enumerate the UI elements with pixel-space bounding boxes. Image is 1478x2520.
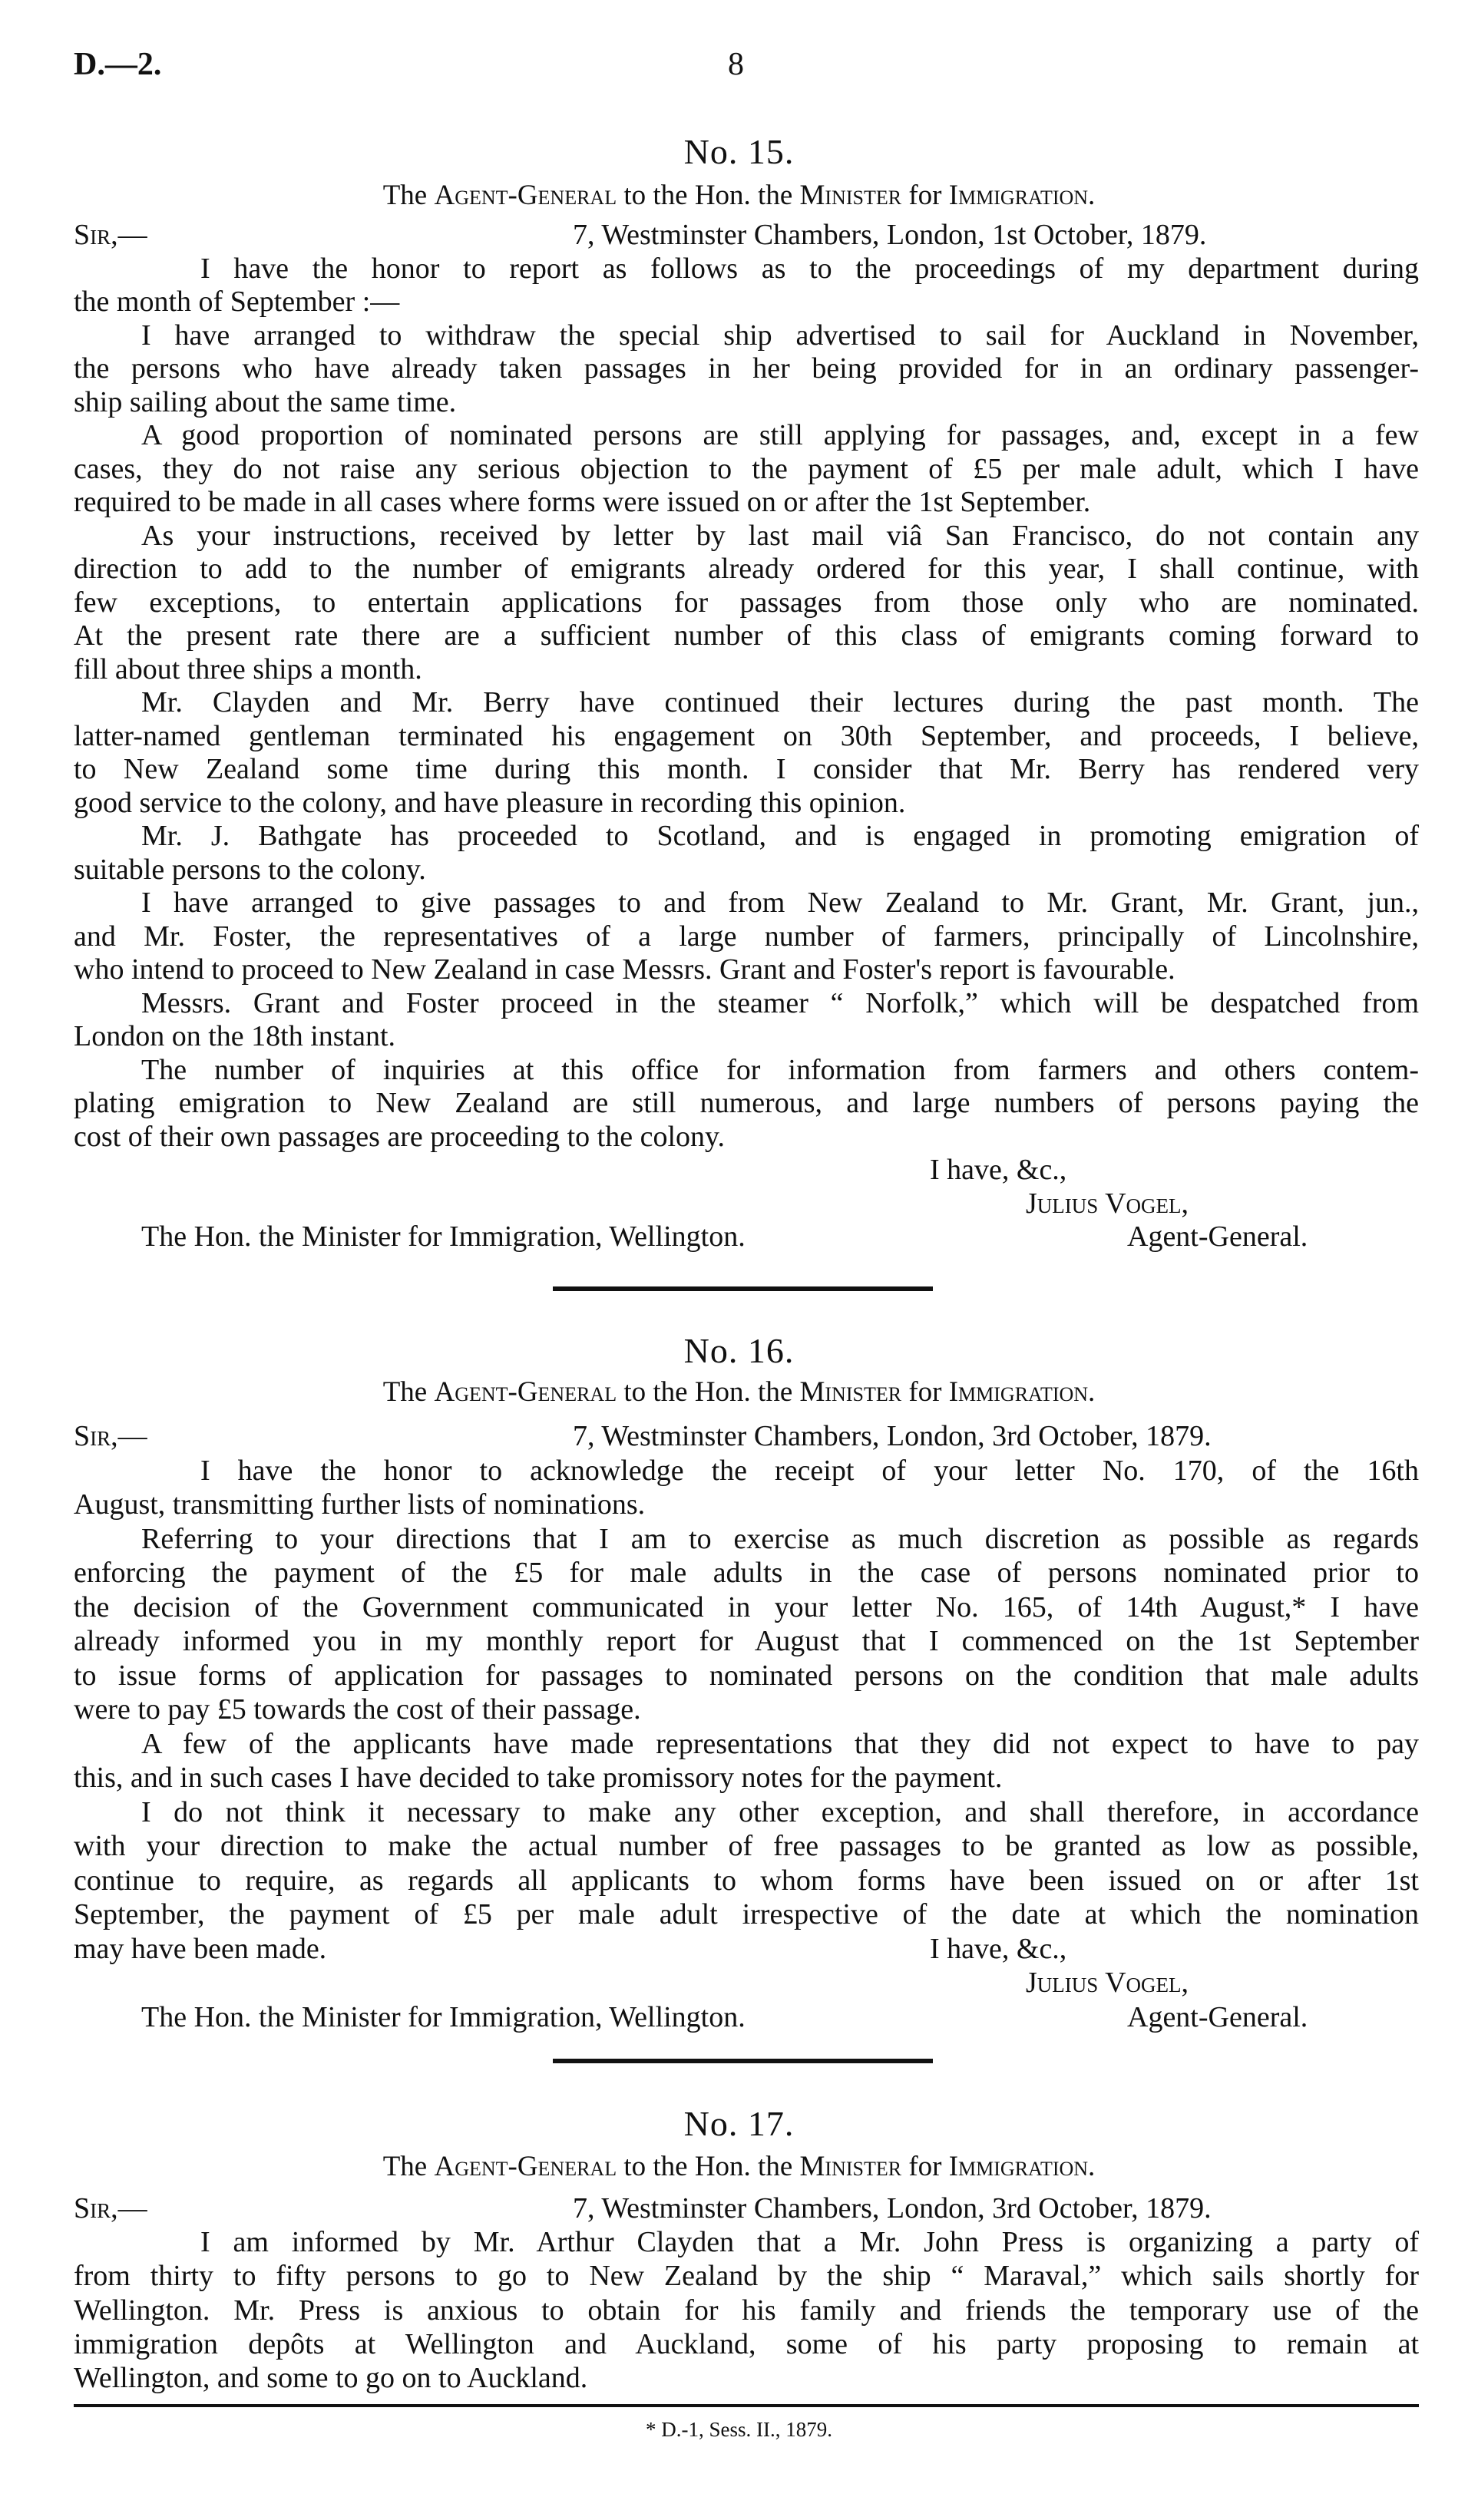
- closing-formula: I have, &c.,: [930, 1154, 1067, 1186]
- paragraph: [74, 987, 1419, 1054]
- paragraph: [74, 1454, 1419, 1522]
- letter-subtitle: [0, 2150, 1478, 2184]
- paragraph-line: from thirty to fifty persons to go to New Zealand by the ship “ Maraval,” which sails shortly for: [74, 2260, 1419, 2293]
- subtitle-part: for: [901, 2151, 949, 2182]
- paragraph-line: As your instructions, received by letter by last mail viâ San Francisco, do not contain any: [141, 519, 1419, 552]
- sender-address: 7, Westminster Chambers, London, 3rd October, 1879.: [573, 2192, 1212, 2224]
- paragraph-line: [74, 1932, 1419, 1967]
- paragraph-line: direction to add to the number of emigrants already ordered for this year, I shall continue, with: [74, 553, 1419, 585]
- closing-row: [74, 2000, 1419, 2035]
- paragraph-line: plating emigration to New Zealand are still numerous, and large numbers of persons paying the: [74, 1087, 1419, 1119]
- paragraph-line: cost of their own passages are proceeding to the colony.: [74, 1120, 726, 1153]
- footnote-rule: [74, 2404, 1419, 2407]
- paragraph: [74, 253, 1419, 319]
- signatory-title: Agent-General.: [1127, 1220, 1308, 1253]
- paragraph: [74, 887, 1419, 987]
- subtitle-part: Minister: [799, 1376, 902, 1408]
- paragraph-line: fill about three ships a month.: [74, 652, 422, 685]
- footnote: * D.-1, Sess. II., 1879.: [646, 2418, 832, 2441]
- paragraph: [74, 1727, 1419, 1795]
- paragraph-line: I have the honor to report as follows as to the proceedings of my department during: [200, 252, 1419, 285]
- paragraph-line: the decision of the Government communicated in your letter No. 165, of 14th August,* I have: [74, 1590, 1419, 1623]
- paragraph-line: I have arranged to withdraw the special ship advertised to sail for Auckland in November,: [141, 319, 1419, 352]
- paragraph-line: suitable persons to the colony.: [74, 853, 426, 886]
- document-code: D.—2.: [74, 47, 162, 82]
- letter-number: No. 16.: [683, 1331, 795, 1370]
- signatory-title: Agent-General.: [1127, 2000, 1308, 2033]
- section-divider: [553, 1286, 933, 1291]
- subtitle-part: to the Hon. the: [617, 2151, 800, 2182]
- subtitle-part: Minister: [799, 2151, 902, 2182]
- paragraph-line: latter-named gentleman terminated his engagement on 30th September, and proceeds, I believe,: [74, 719, 1419, 752]
- paragraph-line: Mr. J. Bathgate has proceeded to Scotland, and is engaged in promoting emigration of: [141, 820, 1419, 852]
- subtitle-part: Immigration.: [948, 180, 1096, 211]
- letter-number: No. 17.: [683, 2104, 795, 2143]
- closing-formula: I have, &c.,: [930, 1932, 1067, 1965]
- paragraph-line: few exceptions, to entertain applications for passages from those only who are nominated.: [74, 586, 1419, 619]
- paragraph-line: immigration depôts at Wellington and Auckland, some of his party proposing to remain at: [74, 2327, 1419, 2360]
- paragraph-line: The number of inquiries at this office for information from farmers and others contem-: [141, 1053, 1419, 1086]
- subtitle-part: Immigration.: [948, 2151, 1096, 2182]
- subtitle-part: The: [382, 1376, 435, 1408]
- letter-subtitle: [0, 1376, 1478, 1409]
- paragraph: [74, 1054, 1419, 1154]
- sender-address: 7, Westminster Chambers, London, 3rd October, 1879.: [573, 1420, 1212, 1452]
- sender-address: 7, Westminster Chambers, London, 1st October, 1879.: [573, 219, 1207, 251]
- addressee: The Hon. the Minister for Immigration, Wellington.: [141, 1220, 746, 1253]
- closing-row: [74, 1154, 1419, 1187]
- subtitle-part: Minister: [799, 180, 902, 211]
- paragraph-line: cases, they do not raise any serious objection to the payment of £5 per male adult, which I have: [74, 452, 1419, 485]
- letter-body: [74, 219, 1419, 1254]
- paragraph: [74, 820, 1419, 887]
- paragraph-line: the persons who have already taken passages in her being provided for in an ordinary passenger-: [74, 352, 1419, 385]
- paragraph-line: were to pay £5 towards the cost of their passage.: [74, 1693, 641, 1726]
- salutation: Sir,—: [74, 219, 147, 251]
- letter-body: [74, 2191, 1419, 2395]
- subtitle-part: Agent-General: [434, 180, 617, 211]
- signature: Julius Vogel,: [1026, 1967, 1189, 1999]
- paragraph: [74, 319, 1419, 420]
- paragraph: [74, 1795, 1419, 1967]
- paragraph-line: to issue forms of application for passages to nominated persons on the condition that male adults: [74, 1659, 1419, 1692]
- paragraph-line: Mr. Clayden and Mr. Berry have continued their lectures during the past month. The: [141, 686, 1419, 718]
- paragraph-line: Messrs. Grant and Foster proceed in the steamer “ Norfolk,” which will be despatched from: [141, 986, 1419, 1019]
- paragraph-line: September, the payment of £5 per male adult irrespective of the date at which the nomination: [74, 1898, 1419, 1930]
- subtitle-part: Immigration.: [948, 1376, 1096, 1408]
- paragraph: [74, 2225, 1419, 2395]
- paragraph-line: with your direction to make the actual number of free passages to be granted as low as possible,: [74, 1830, 1419, 1862]
- paragraph-line: ship sailing about the same time.: [74, 385, 457, 418]
- paragraph-line: and Mr. Foster, the representatives of a large number of farmers, principally of Lincolnshire,: [74, 920, 1419, 953]
- paragraph-line: enforcing the payment of the £5 for male adults in the case of persons nominated prior to: [74, 1557, 1419, 1589]
- subtitle-part: The: [382, 180, 435, 211]
- page-number: 8: [728, 47, 744, 82]
- paragraph-line-text: may have been made.: [74, 1932, 327, 1965]
- subtitle-part: for: [901, 180, 949, 211]
- paragraph-line: I do not think it necessary to make any other exception, and shall therefore, in accordance: [141, 1795, 1419, 1828]
- letter-number: No. 15.: [683, 132, 795, 171]
- paragraph-line: to New Zealand some time during this month. I consider that Mr. Berry has rendered very: [74, 753, 1419, 785]
- subtitle-part: to the Hon. the: [617, 180, 800, 211]
- paragraph: [74, 419, 1419, 520]
- paragraph-line: London on the 18th instant.: [74, 1020, 396, 1052]
- subtitle-part: to the Hon. the: [617, 1376, 800, 1408]
- paragraph-line: required to be made in all cases where forms were issued on or after the 1st September.: [74, 486, 1091, 518]
- paragraph-line: good service to the colony, and have pleasure in recording this opinion.: [74, 786, 906, 819]
- paragraph: [74, 520, 1419, 687]
- salutation-row: [74, 2191, 1419, 2225]
- closing-row: [74, 1187, 1419, 1221]
- paragraph-line: At the present rate there are a sufficient number of this class of emigrants coming forward to: [74, 619, 1419, 652]
- salutation-row: [74, 1419, 1419, 1454]
- closing-row: [74, 1220, 1419, 1254]
- paragraph-line: who intend to proceed to New Zealand in case Messrs. Grant and Foster's report is favourable.: [74, 953, 1175, 986]
- paragraph-line: already informed you in my monthly report for August that I commenced on the 1st September: [74, 1625, 1419, 1657]
- section-divider: [553, 2059, 933, 2063]
- subtitle-part: Agent-General: [434, 2151, 617, 2182]
- salutation-row: [74, 219, 1419, 253]
- paragraph-line: Wellington. Mr. Press is anxious to obtain for his family and friends the temporary use of the: [74, 2294, 1419, 2327]
- paragraph-line: A good proportion of nominated persons are still applying for passages, and, except in a few: [141, 419, 1419, 451]
- signature: Julius Vogel,: [1026, 1187, 1189, 1220]
- paragraph-line: this, and in such cases I have decided to take promissory notes for the payment.: [74, 1762, 1003, 1794]
- paragraph-line: the month of September :—: [74, 286, 400, 318]
- closing-row: [74, 1966, 1419, 2000]
- paragraph-line: A few of the applicants have made representations that they did not expect to have to pay: [141, 1727, 1419, 1760]
- subtitle-part: The: [382, 2151, 435, 2182]
- salutation: Sir,—: [74, 2192, 147, 2224]
- paragraph-line: I have the honor to acknowledge the receipt of your letter No. 170, of the 16th: [200, 1454, 1419, 1487]
- paragraph-line: I have arranged to give passages to and from New Zealand to Mr. Grant, Mr. Grant, jun.,: [141, 887, 1419, 919]
- paragraph-line: Wellington, and some to go on to Auckland.: [74, 2362, 588, 2395]
- subtitle-part: for: [901, 1376, 949, 1408]
- paragraph: [74, 1522, 1419, 1727]
- letter-subtitle: [0, 179, 1478, 213]
- subtitle-part: Agent-General: [434, 1376, 617, 1408]
- paragraph-line: Referring to your directions that I am to exercise as much discretion as possible as regards: [141, 1522, 1419, 1555]
- salutation: Sir,—: [74, 1420, 147, 1452]
- letter-body: [74, 1419, 1419, 2034]
- paragraph-line: I am informed by Mr. Arthur Clayden that a Mr. John Press is organizing a party of: [200, 2226, 1419, 2259]
- paragraph-line: August, transmitting further lists of nominations.: [74, 1488, 646, 1521]
- paragraph: [74, 686, 1419, 820]
- addressee: The Hon. the Minister for Immigration, Wellington.: [141, 2000, 746, 2033]
- paragraph-line: continue to require, as regards all applicants to whom forms have been issued on or after 1st: [74, 1864, 1419, 1897]
